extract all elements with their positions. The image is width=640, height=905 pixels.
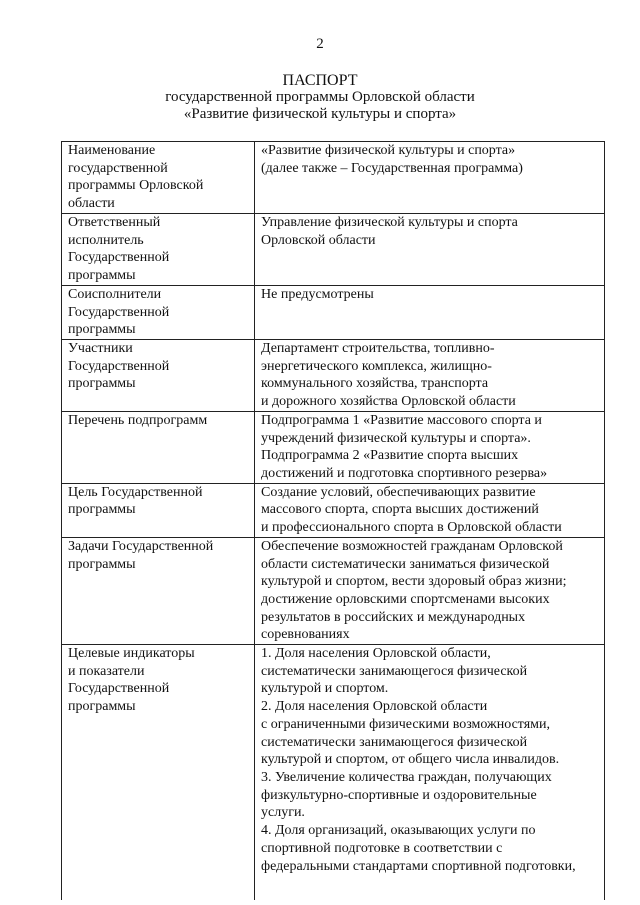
row-value-line: культурой и спортом. (261, 681, 389, 697)
row-value-line: достижений и подготовка спортивного резерва» (261, 466, 548, 482)
passport-table (61, 141, 605, 900)
row-label-line: программы Орловской (68, 178, 204, 194)
document-subtitle-line-1: государственной программы Орловской области (165, 89, 475, 105)
row-value-cell (255, 142, 605, 214)
row-label-cell (62, 142, 255, 214)
table-row (62, 285, 605, 339)
row-value-line: Подпрограмма 2 «Развитие спорта высших (261, 448, 519, 464)
table-row (62, 483, 605, 537)
row-value-cell (255, 339, 605, 411)
row-label-line: Наименование (68, 143, 156, 158)
row-value-cell (255, 645, 605, 900)
row-label-line: Соисполнители (68, 286, 162, 302)
document-title: ПАСПОРТ (282, 72, 358, 89)
row-label-cell (62, 339, 255, 411)
row-value-line: культурой и спортом, вести здоровый образ жизни; (261, 574, 567, 590)
row-label-line: Задачи Государственной (68, 538, 214, 554)
row-label-line: программы (68, 376, 136, 392)
row-value-line: 2. Доля населения Орловской области (261, 699, 488, 715)
row-label-line: и показатели (68, 663, 145, 679)
row-label-cell (62, 645, 255, 900)
row-value-line: «Развитие физической культуры и спорта» (261, 143, 516, 158)
row-value-line: и профессионального спорта в Орловской области (261, 520, 562, 536)
row-value-line: 3. Увеличение количества граждан, получающих (261, 769, 552, 785)
row-value-line: федеральными стандартами спортивной подготовки, (261, 858, 576, 874)
row-label-line: государственной (68, 160, 168, 176)
row-value-line: (далее также – Государственная программа) (261, 160, 523, 176)
passport-table-body (62, 142, 605, 900)
row-value-line: Орловской области (261, 232, 376, 248)
row-value-line: 4. Доля организаций, оказывающих услуги по (261, 823, 536, 839)
row-value-line: Создание условий, обеспечивающих развитие (261, 484, 536, 500)
row-value-cell (255, 285, 605, 339)
row-label-line: программы (68, 699, 136, 715)
row-label-line: Государственной (68, 304, 170, 320)
table-row (62, 214, 605, 286)
row-label-line: исполнитель (68, 232, 144, 248)
row-value-line: учреждений физической культуры и спорта». (261, 430, 531, 446)
row-label-line: Участники (68, 340, 133, 356)
row-label-cell (62, 214, 255, 286)
row-label-line: программы (68, 502, 136, 518)
row-value-line: области систематически заниматься физической (261, 556, 550, 572)
row-value-line: услуги. (261, 805, 305, 821)
document-heading (0, 72, 640, 123)
row-value-cell (255, 537, 605, 644)
row-value-cell (255, 483, 605, 537)
row-value-line: результатов в российских и международных (261, 609, 526, 625)
row-label-line: Государственной (68, 358, 170, 374)
row-value-line: Обеспечение возможностей гражданам Орловской (261, 538, 563, 554)
document-subtitle-line-2: «Развитие физической культуры и спорта» (183, 106, 457, 122)
row-value-line: и дорожного хозяйства Орловской области (261, 394, 516, 410)
table-row (62, 645, 605, 900)
row-label-line: Государственной (68, 681, 170, 697)
row-value-cell (255, 214, 605, 286)
row-value-line: систематически занимающегося физической (261, 663, 528, 679)
table-row (62, 142, 605, 214)
row-value-line: соревнованиях (261, 627, 350, 643)
row-value-line: достижение орловскими спортсменами высоких (261, 591, 550, 607)
row-label-line: Перечень подпрограмм (68, 412, 208, 428)
table-row (62, 411, 605, 483)
row-value-line: 1. Доля населения Орловской области, (261, 646, 491, 662)
row-label-line: Целевые индикаторы (68, 646, 195, 662)
row-value-line: систематически занимающегося физической (261, 734, 528, 750)
row-value-line: Департамент строительства, топливно- (261, 340, 495, 356)
row-value-line: энергетического комплекса, жилищно- (261, 358, 492, 374)
row-value-line: массового спорта, спорта высших достижений (261, 502, 539, 518)
row-label-line: программы (68, 268, 136, 284)
row-value-line: с ограниченными физическими возможностями, (261, 716, 551, 732)
row-value-cell (255, 411, 605, 483)
row-value-line: спортивной подготовке в соответствии с (261, 840, 503, 856)
row-label-line: программы (68, 322, 136, 338)
row-label-line: области (68, 196, 115, 212)
row-value-line: Подпрограмма 1 «Развитие массового спорта и (261, 412, 542, 428)
row-value-line: Управление физической культуры и спорта (261, 215, 518, 230)
row-label-cell (62, 483, 255, 537)
row-label-line: Цель Государственной (68, 484, 203, 500)
row-label-line: программы (68, 556, 136, 572)
table-row (62, 339, 605, 411)
row-value-line: физкультурно-спортивные и оздоровительные (261, 787, 537, 803)
table-row (62, 537, 605, 644)
row-label-line: Ответственный (68, 215, 161, 230)
row-label-line: Государственной (68, 250, 170, 266)
row-value-line: Не предусмотрены (261, 286, 374, 302)
row-value-line: коммунального хозяйства, транспорта (261, 376, 489, 392)
row-label-cell (62, 285, 255, 339)
row-label-cell (62, 411, 255, 483)
row-label-cell (62, 537, 255, 644)
page-number: 2 (316, 36, 324, 52)
row-value-line: культурой и спортом, от общего числа инвалидов. (261, 752, 560, 768)
